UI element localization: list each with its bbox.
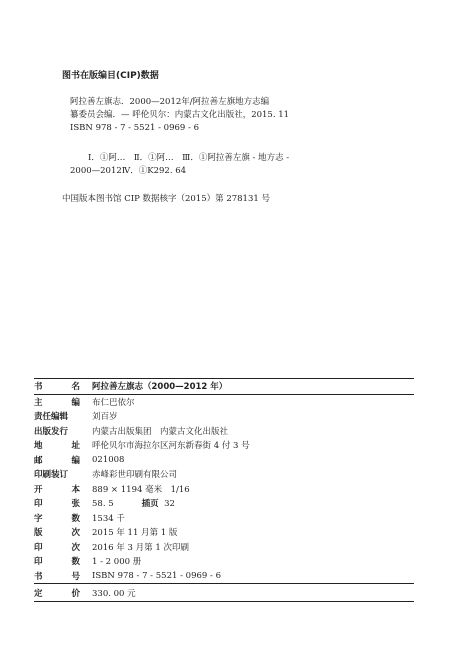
price-value: 330. 00 元 <box>92 588 136 599</box>
label-print-run: 印 数 <box>34 557 80 568</box>
edition-value: 2015 年 11 月第 1 版 <box>92 528 178 539</box>
printing-value: 2016 年 3 月第 1 次印刷 <box>92 542 189 553</box>
cip-number: 中国版本图书馆 CIP 数据核字（2015）第 278131 号 <box>62 194 270 204</box>
cip-description-line: 阿拉善左旗志．2000—2012年/阿拉善左旗地方志编 <box>70 97 270 107</box>
book-title: 阿拉善左旗志（2000—2012 年） <box>92 382 228 393</box>
colophon-row-postcode <box>34 453 414 468</box>
colophon-row-address <box>34 438 414 453</box>
label-price: 定 价 <box>34 588 80 599</box>
cip-classification-line: Ⅰ．①阿… Ⅱ．①阿… Ⅲ．①阿拉善左旗 - 地方志 - <box>88 153 290 163</box>
label-isbn: 书 号 <box>34 571 80 582</box>
colophon-row-title <box>34 379 414 394</box>
label-plates: 插页 <box>141 499 159 510</box>
cip-description <box>70 96 289 135</box>
format-value: 889 × 1194 毫米 1/16 <box>92 484 190 495</box>
label-format: 开 本 <box>34 484 80 495</box>
label-editor: 主 编 <box>34 397 80 408</box>
cip-description-line: 纂委员会编．— 呼伦贝尔：内蒙古文化出版社，2015. 11 <box>70 110 290 120</box>
colophon-row-responsible-editor <box>34 409 414 424</box>
cip-classification-line: 2000—2012Ⅳ．①K292. 64 <box>70 166 187 176</box>
label-publisher: 出版发行 <box>34 426 69 437</box>
divider <box>34 601 414 602</box>
colophon-row-words <box>34 511 414 526</box>
cip-description-line: ISBN 978 - 7 - 5521 - 0969 - 6 <box>70 123 199 133</box>
publisher-value: 内蒙古出版集团 内蒙古文化出版社 <box>92 426 229 437</box>
label-sheets: 印 张 <box>34 499 80 510</box>
colophon-row-print-run <box>34 554 414 569</box>
responsible-editor-value: 刘百岁 <box>92 412 118 423</box>
label-postcode: 邮 编 <box>34 455 80 466</box>
label-printer: 印刷装订 <box>34 470 69 481</box>
colophon-row-format <box>34 482 414 497</box>
isbn-value: ISBN 978 - 7 - 5521 - 0969 - 6 <box>92 570 221 581</box>
label-title: 书 名 <box>34 382 80 393</box>
cip-classification <box>70 152 289 178</box>
colophon-row-printing <box>34 540 414 555</box>
words-value: 1534 千 <box>92 513 125 524</box>
colophon-row-price <box>34 584 414 601</box>
label-address: 地 址 <box>34 441 80 452</box>
label-responsible-editor: 责任编辑 <box>34 412 69 423</box>
colophon-row-editor <box>34 395 414 410</box>
printer-value: 赤峰彩世印刷有限公司 <box>92 470 178 481</box>
sheets-value: 58. 5 <box>92 499 114 510</box>
editor-value: 布仁巴依尔 <box>92 397 135 408</box>
label-words: 字 数 <box>34 513 80 524</box>
colophon-row-printer <box>34 467 414 482</box>
label-printing: 印 次 <box>34 542 80 553</box>
colophon-row-edition <box>34 525 414 540</box>
label-edition: 版 次 <box>34 528 80 539</box>
postcode-value: 021008 <box>92 454 125 465</box>
colophon-row-isbn <box>34 569 414 584</box>
address-value: 呼伦贝尔市海拉尔区河东新春街 4 付 3 号 <box>92 441 250 452</box>
print-run-value: 1 - 2 000 册 <box>92 557 142 568</box>
colophon-table <box>34 378 414 602</box>
cip-title: 图书在版编目(CIP)数据 <box>62 71 159 81</box>
colophon-row-publisher <box>34 424 414 439</box>
colophon-row-sheets <box>34 496 414 511</box>
plates-value: 32 <box>164 499 175 510</box>
